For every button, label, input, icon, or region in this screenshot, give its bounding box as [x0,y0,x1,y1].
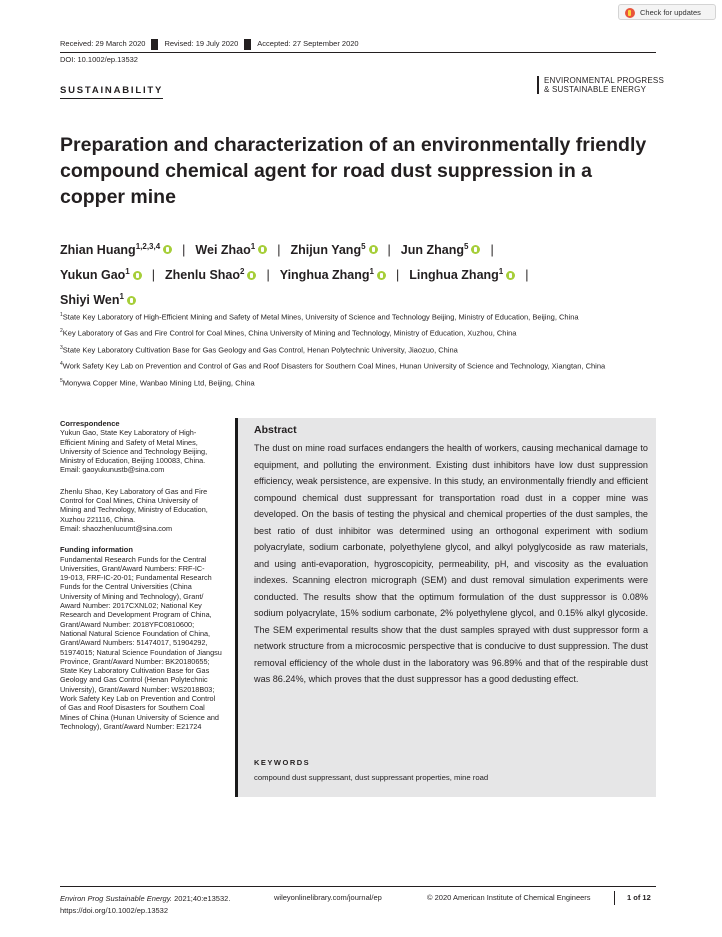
orcid-icon[interactable] [506,271,515,280]
sidebar [60,419,230,731]
affiliation: $^4$Work Safety Key Lab on Prevention and Control of Gas and Roof Disasters for Southern Coal Mines, Hunan University of Science and Technology, Xiangtan, China [60,361,606,371]
divider [151,39,158,50]
abstract-heading: Abstract [254,424,297,436]
journal-logo-line-2: & SUSTAINABLE ENERGY [544,85,647,94]
correspondence-heading: Correspondence [60,419,120,428]
affiliation: $^3$State Key Laboratory Cultivation Base for Gas Geology and Gas Control, Henan Polytechnic University, Jiaozuo, China [60,344,458,355]
divider [244,39,251,50]
affiliation: $^1$State Key Laboratory of High-Efficient Mining and Safety of Metal Mines, University of Science and Technology Beijing, Ministry of Education, Beijing, China [60,312,579,322]
email-link[interactable]: Email: gaoyukunustb@sina.com [60,465,165,475]
orcid-icon[interactable] [471,245,480,254]
affiliations [60,310,680,392]
author[interactable]: Zhijun Yang$^5$ [290,243,377,257]
check-for-updates-label: Check for updates [640,8,701,17]
affiliation: $^5$Monywa Copper Mine, Wanbao Mining Ltd, Beijing, China [60,377,255,388]
orcid-icon[interactable] [369,245,378,254]
abstract-text: The dust on mine road surfaces endangers the health of workers, causing mechanical damage to equipment, and polluting the environment. Existing dust inhibitors have low dust suppression efficiency, weak persistence, are expensive. In this study, an environmentally friendly and efficient compound chemical dust suppressant for transportation road dust in a copper mine was developed. On the basis of testing the physical and chemical properties of the dust samples, the best ratio of dust inhibitor was determined using an orthogonal experiment with sodium polyacrylate, sodium carbonate, polyethylene glycol, and alkyl polyglycoside as raw materials, and using anti-evaporation, hygroscopicity, permeability, pH, and viscosity as the evaluation indexes. Scanning electron micrograph (SEM) and dust removal simulation experiments were conducted. The results show that the optimum formulation of the dust suppressor is 0.08% sodium polyacrylate, 15% sodium carbonate, 2% polyethylene glycol, and 0.15% alkyl glycoside. The SEM experimental results show that the dust samples sprayed with dust suppressor form a network structure from a microcosmic perspective that is conducive to dust suppression. The dust removal efficiency of the whole dust in the laboratory was 96.89% and that of the respirable dust was 86.24%, which proves that the dust suppressor has a good dedusting effect. [254,443,648,684]
correspondence-second: Zhenlu Shao, Key Laboratory of Gas and Fire Control for Coal Mines, China University of Mining and Technology, Ministry of Education, Xuzhou 221116, China. Email: shaozhenlucumt@sina.com [60,487,230,533]
affiliation: $^2$Key Laboratory of Gas and Fire Control for Coal Mines, China University of Mining and Technology, Ministry of Education, Xuzhou, China [60,328,517,338]
author[interactable]: Jun Zhang$^5$ [401,243,481,257]
doi: DOI: 10.1002/ep.13532 [60,55,138,64]
funding-information: Funding information Fundamental Research Funds for the Central Universities, Grant/Award Numbers: FRF-IC- 19-013, FRF-IC-20-01; Fundamental Research Funds for the Central Universities (China University of Mining and Technology), Grant/ Award Number: 2017CXNL02; National Key Research and Development Program of China, Grant/Award Number: 2018YFC0810600; National Natural Science Foundation of China, Grant/Award Numbers: 51474017, 51904292, 51974015; Natural Science Foundation of Jiangsu Province, Grant/Award Number: BK20180655; State Key Laboratory Cultivation Base for Gas Geology and Gas Control (Henan Polytechnic University), Grant/Award Number: WS2018B03; Work Safety Key Lab on Prevention and Control of Gas and Roof Disasters for Southern Coal Mines of China (Hunan University of Science and Technology), Grant/Award Number: E21724 [60,545,230,731]
correspondence: Correspondence Yukun Gao, State Key Laboratory of High- Efficient Mining and Safety of Metal Mines, University of Science and Technology Beijing, Ministry of Education, Beijing 100083, China. Email: gaoyukunustb@sina.com [60,419,230,475]
journal-logo [537,76,664,94]
keywords-heading: KEYWORDS [254,758,311,767]
revised-date: Revised: 19 July 2020 [164,39,239,49]
section-label: SUSTAINABILITY [60,85,163,99]
journal-website-link[interactable]: wileyonlinelibrary.com/journal/ep [274,893,382,902]
article-dates [60,39,365,50]
copyright: © 2020 American Institute of Chemical Engineers [427,893,591,902]
orcid-icon[interactable] [163,245,172,254]
author[interactable]: Shiyi Wen$^1$ [60,293,136,307]
article-title: Preparation and characterization of an environmentally friendly compound chemical agent for road dust suppression in a copper mine [60,134,647,208]
page-number: 1 of 12 [614,891,651,905]
crossmark-icon [625,8,635,18]
footer-rule [60,886,656,887]
check-for-updates-button[interactable] [618,4,716,20]
author-list: Zhian Huang$^{1,2,3,4}$ | Wei Zhao$^1$ | Zhijun Yang$^5$ | Jun Zhang$^5$ | Yukun Gao$^1$ | Zhenlu Shao$^2$ | Yinghua Zhang$^1$ | Linghua Zhang$^1$ | Shiyi Wen$^1$ [60,242,529,308]
author[interactable]: Yinghua Zhang$^1$ [280,268,386,282]
header-rule [60,52,656,53]
author[interactable]: Linghua Zhang$^1$ [409,268,515,282]
email-link[interactable]: Email: shaozhenlucumt@sina.com [60,523,173,533]
orcid-icon[interactable] [127,296,136,305]
author[interactable]: Zhian Huang$^{1,2,3,4}$ [60,243,172,257]
journal-logo-line-1: ENVIRONMENTAL PROGRESS [544,76,664,85]
accepted-date: Accepted: 27 September 2020 [257,39,359,49]
footer-citation: Environ Prog Sustainable Energy. 2021;40:e13532. https://doi.org/10.1002/ep.13532 [60,894,231,915]
keywords: compound dust suppressant, dust suppressant properties, mine road [254,773,489,782]
orcid-icon[interactable] [377,271,386,280]
author[interactable]: Zhenlu Shao$^2$ [165,268,256,282]
orcid-icon[interactable] [247,271,256,280]
doi-link[interactable]: https://doi.org/10.1002/ep.13532 [60,905,169,915]
funding-heading: Funding information [60,545,133,555]
orcid-icon[interactable] [133,271,142,280]
author[interactable]: Wei Zhao$^1$ [195,243,267,257]
author[interactable]: Yukun Gao$^1$ [60,268,142,282]
orcid-icon[interactable] [258,245,267,254]
received-date: Received: 29 March 2020 [60,39,146,49]
